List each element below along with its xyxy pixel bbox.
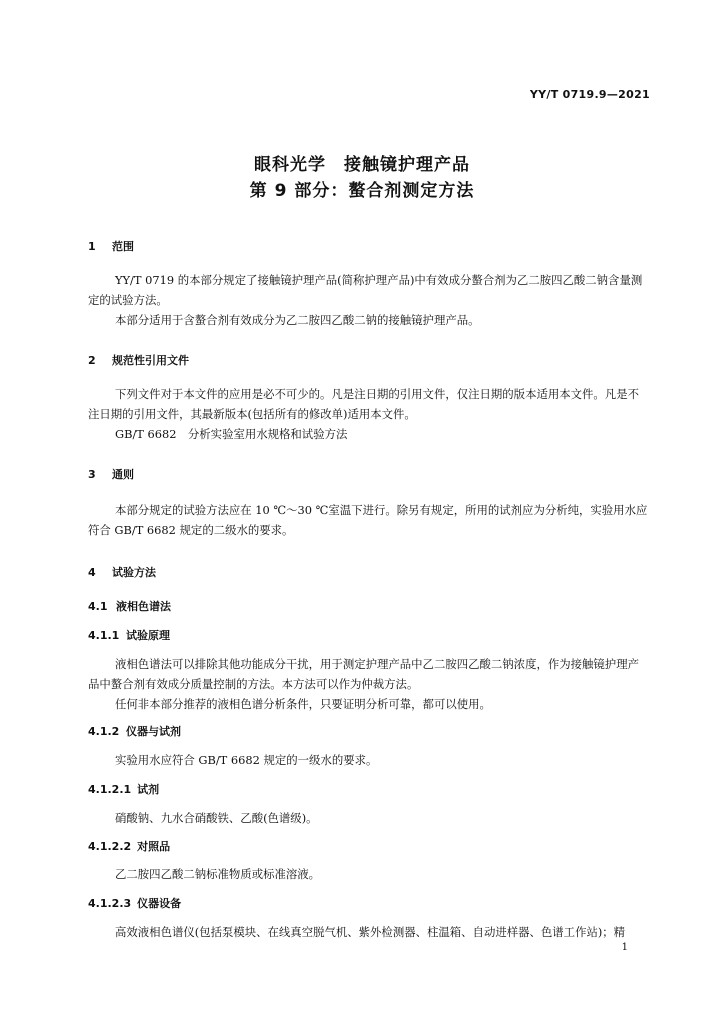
section-heading-4-1-2-1 [88, 781, 159, 797]
section-number: 4 [88, 566, 96, 579]
paragraph-equipment-1: 高效液相色谱仪(包括泵模块、在线真空脱气机、紫外检测器、柱温箱、自动进样器、色谱工作站)；精 [115, 925, 626, 939]
paragraph-general-1: 本部分规定的试验方法应在 10 ℃～30 ℃室温下进行。除另有规定，所用的试剂应为分析纯，实验用水应符合 GB/T 6682 规定的二级水的要求。 [88, 503, 648, 537]
section-title: 对照品 [137, 840, 171, 853]
paragraph-instruments-1: 实验用水应符合 GB/T 6682 规定的一级水的要求。 [115, 753, 378, 767]
paragraph-scope-1: YY/T 0719 的本部分规定了接触镜护理产品(简称护理产品)中有效成分螯合剂为乙二胺四乙酸二钠含量测定的试验方法。 [88, 273, 643, 307]
section-heading-4-1 [88, 598, 171, 614]
section-heading-4 [88, 564, 156, 580]
section-title: 通则 [112, 468, 134, 481]
paragraph-scope-2: 本部分适用于含螯合剂有效成分为乙二胺四乙酸二钠的接触镜护理产品。 [115, 313, 480, 327]
section-title: 试验原理 [126, 629, 170, 642]
section-heading-1 [88, 238, 134, 254]
paragraph-reference-material-1: 乙二胺四乙酸二钠标准物质或标准溶液。 [115, 867, 321, 881]
section-number: 4.1.2.1 [88, 783, 132, 796]
section-heading-3 [88, 466, 134, 482]
document-title-line1: 眼科光学 接触镜护理产品 [254, 155, 470, 175]
section-title: 试剂 [137, 783, 160, 796]
section-number: 4.1.1 [88, 629, 120, 642]
section-number: 3 [88, 468, 96, 481]
section-number: 4.1.2 [88, 725, 120, 738]
section-number: 4.1.2.2 [88, 840, 132, 853]
document-title-line2: 第 9 部分：螯合剂测定方法 [249, 181, 475, 201]
paragraph-references-1: 下列文件对于本文件的应用是必不可少的。凡是注日期的引用文件，仅注日期的版本适用本文件。凡是不注日期的引用文件，其最新版本(包括所有的修改单)适用本文件。 [88, 387, 639, 421]
section-number: 4.1 [88, 600, 108, 613]
page-number: 1 [621, 942, 628, 953]
section-heading-4-1-1 [88, 627, 170, 643]
paragraph-principle-1: 液相色谱法可以排除其他功能成分干扰，用于测定护理产品中乙二胺四乙酸二钠浓度，作为接触镜护理产品中螯合剂有效成分质量控制的方法。本方法可以作为仲裁方法。 [88, 657, 639, 691]
section-title: 液相色谱法 [116, 600, 171, 613]
standard-code: YY/T 0719.9—2021 [529, 88, 650, 101]
paragraph-references-2: GB/T 6682 分析实验室用水规格和试验方法 [115, 427, 348, 441]
section-heading-4-1-2-3 [88, 895, 181, 911]
section-heading-4-1-2-2 [88, 838, 170, 854]
paragraph-reagents-1: 硝酸钠、九水合硝酸铁、乙酸(色谱级)。 [115, 811, 318, 825]
section-heading-4-1-2 [88, 723, 181, 739]
section-number: 4.1.2.3 [88, 897, 132, 910]
section-title: 范围 [112, 240, 134, 253]
section-number: 2 [88, 354, 96, 367]
section-title: 仪器与试剂 [126, 725, 181, 738]
paragraph-principle-2: 任何非本部分推荐的液相色谱分析条件，只要证明分析可靠，都可以使用。 [115, 697, 491, 711]
section-title: 规范性引用文件 [112, 354, 189, 367]
section-title: 试验方法 [112, 566, 156, 579]
section-number: 1 [88, 240, 96, 253]
section-heading-2 [88, 352, 189, 368]
section-title: 仪器设备 [137, 897, 182, 910]
